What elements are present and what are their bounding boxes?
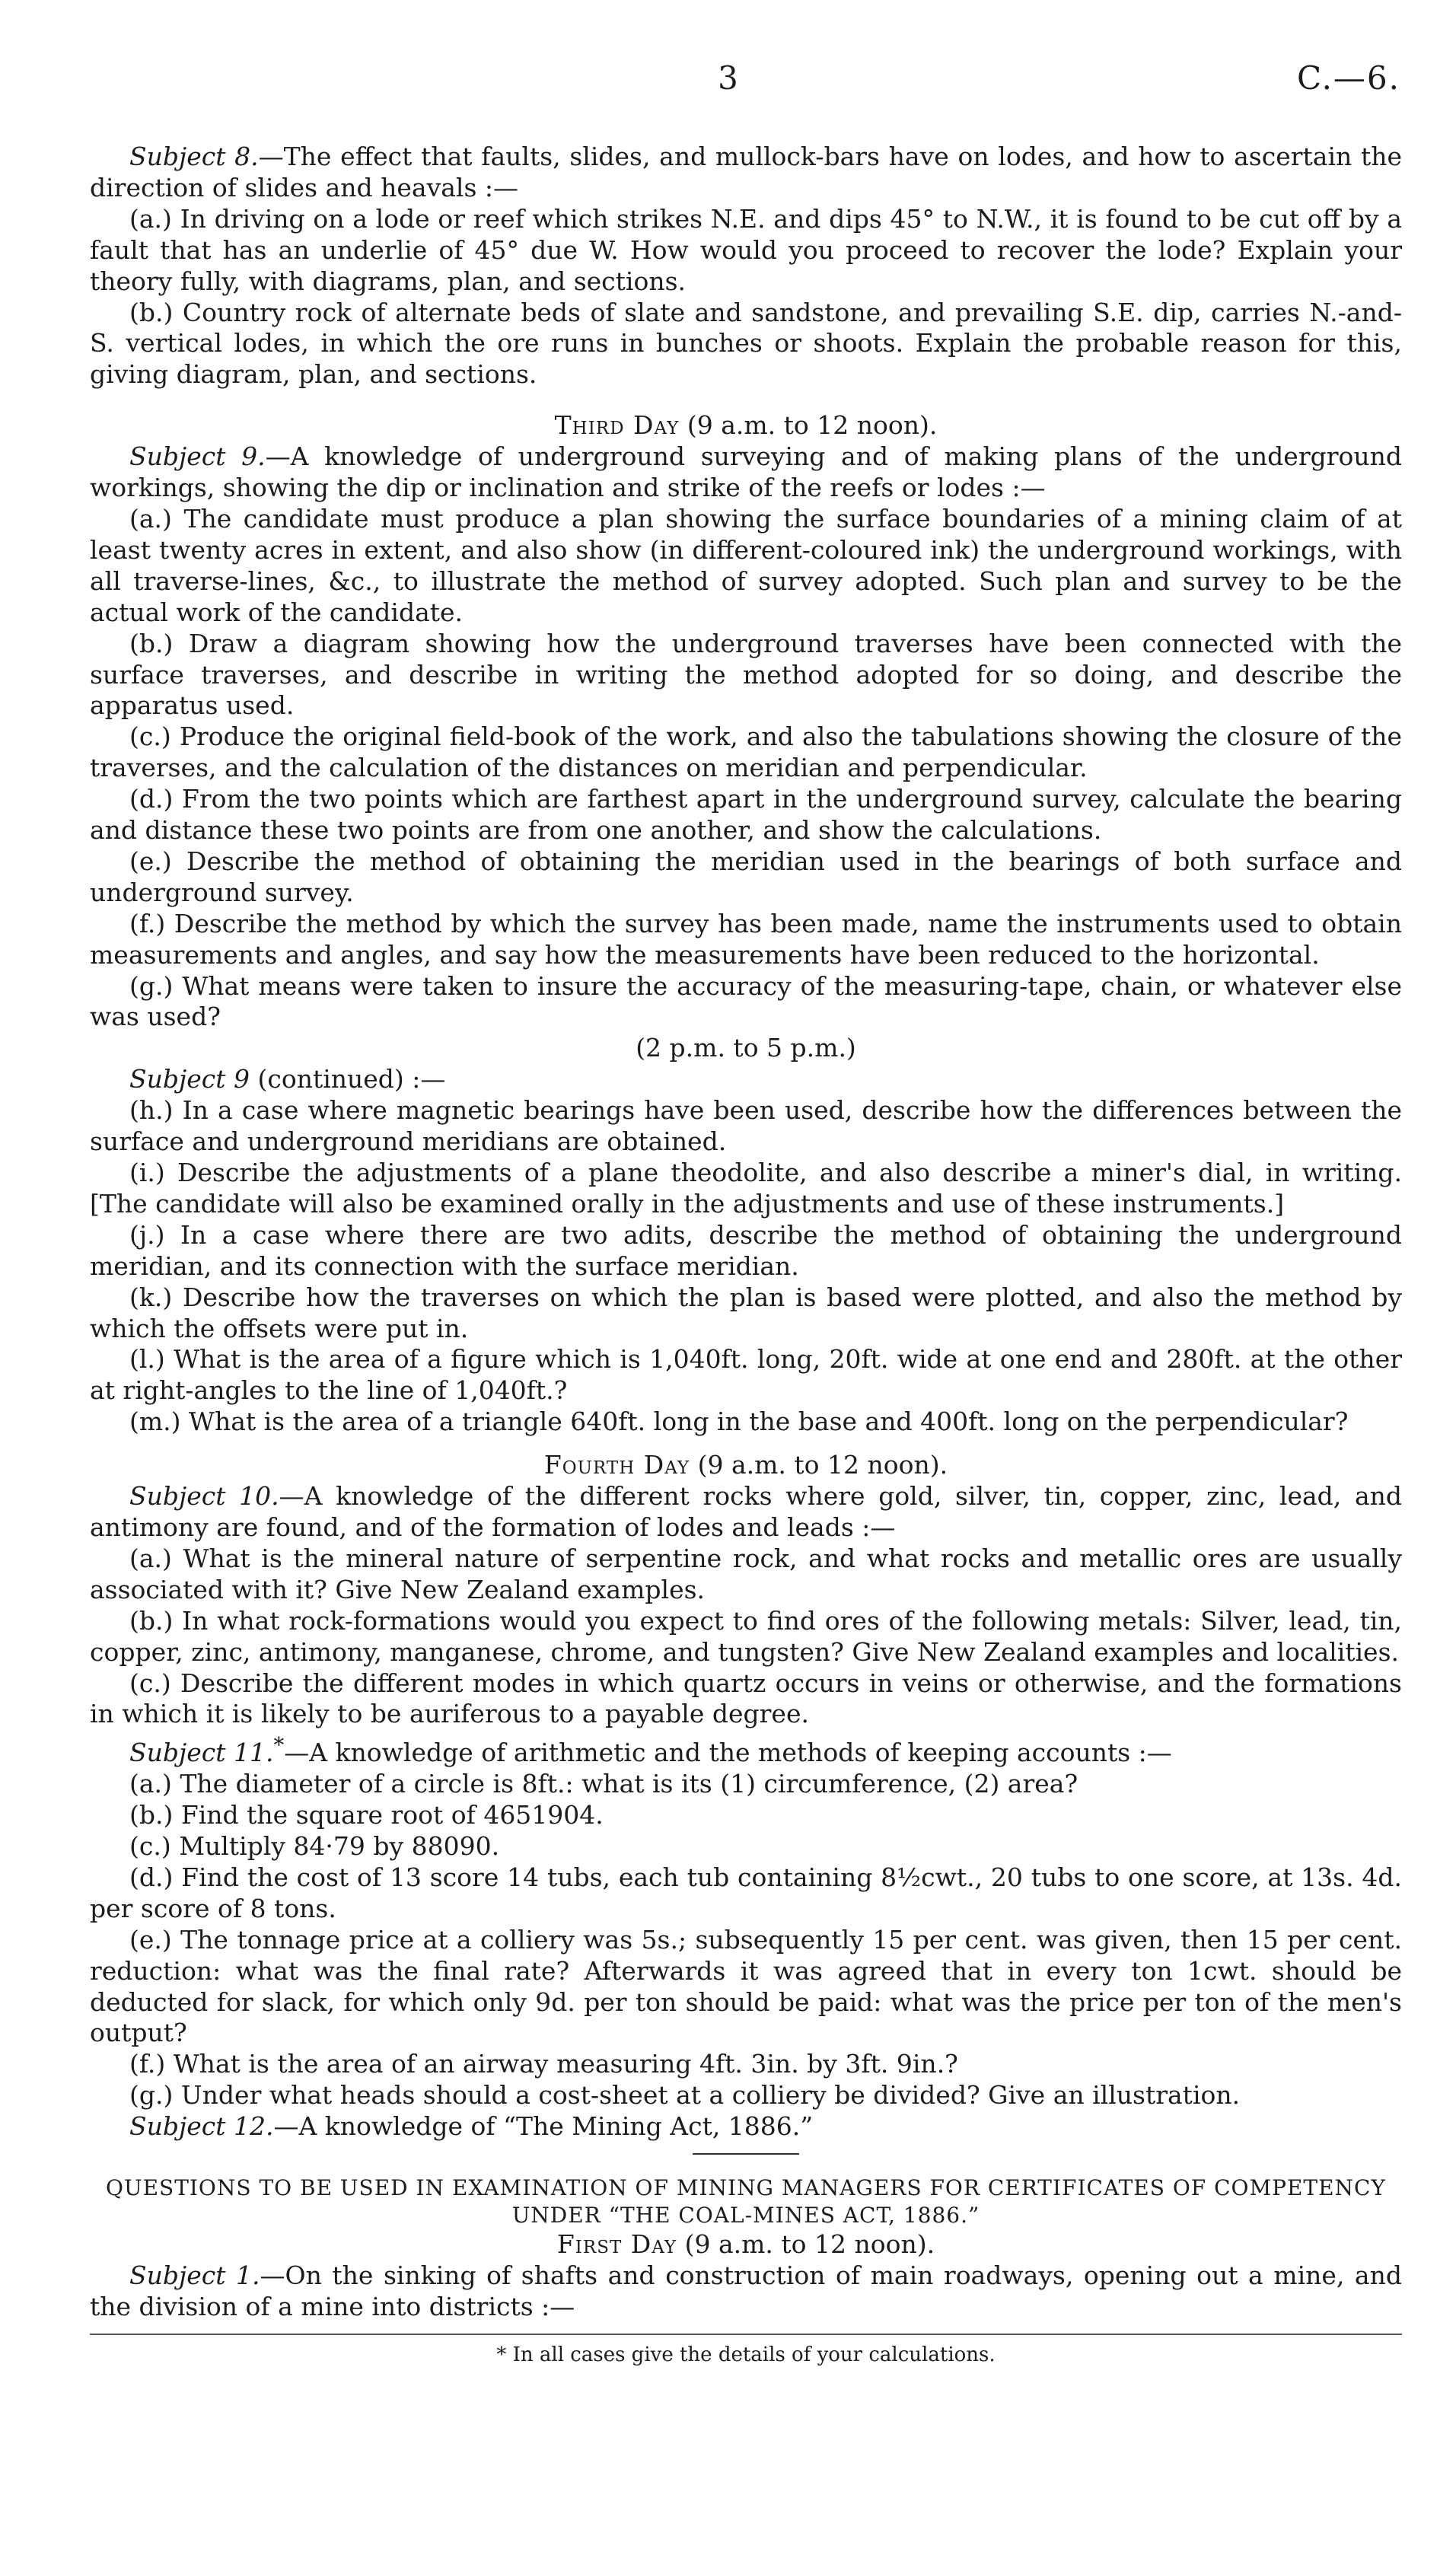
subject-11-item-d: (d.) Find the cost of 13 score 14 tubs, each tub containing 8½cwt., 20 tubs to one score, at 13s. 4d. per score of 8 tons. bbox=[90, 1862, 1402, 1923]
subject-9-item-f: (f.) Describe the method by which the survey has been made, name the instruments used to obtain measurements and angles, and say how the measurements have been reduced to the horizontal. bbox=[90, 908, 1402, 970]
subject-9-item-j: (j.) In a case where there are two adits, describe the method of obtaining the underground meridian, and its connection with the surface meridian. bbox=[90, 1219, 1402, 1281]
fourth-day-heading bbox=[90, 1450, 1402, 1481]
coal-subject-1-intro bbox=[90, 2260, 1402, 2323]
page-body bbox=[90, 142, 1402, 2367]
page-header bbox=[0, 59, 1456, 105]
fourth-day-time: (9 a.m. to 12 noon). bbox=[690, 1450, 948, 1480]
third-day-heading bbox=[90, 410, 1402, 441]
subject-9-continued bbox=[90, 1064, 1402, 1095]
subject-9-item-g: (g.) What means were taken to insure the accuracy of the measuring-tape, chain, or whatever else was used? bbox=[90, 970, 1402, 1032]
subject-9-item-a: (a.) The candidate must produce a plan showing the surface boundaries of a mining claim of at least twenty acres in extent, and also show (in different-coloured ink) the underground workings, with all traverse-lines, &c., to illustrate the method of survey adopted. Such plan and survey to be the actual work of the candidate. bbox=[90, 503, 1402, 627]
fourth-day-label: Fourth Day bbox=[543, 1450, 690, 1480]
subject-11-item-g: (g.) Under what heads should a cost-sheet at a colliery be divided? Give an illustration. bbox=[129, 2080, 1241, 2111]
subject-9-item-i: (i.) Describe the adjustments of a plane theodolite, and also describe a miner's dial, in writing. [The candidate will also be examined orally in the adjustments and use of these instruments.] bbox=[90, 1158, 1402, 1219]
third-day-time: (9 a.m. to 12 noon). bbox=[679, 410, 938, 441]
subject-10-text: —A knowledge of the different rocks where gold, silver, tin, copper, zinc, lead, and antimony are found, and of the formation of lodes and leads :— bbox=[90, 1481, 1402, 1542]
subject-9-item-h: (h.) In a case where magnetic bearings have been used, describe how the differences between the surface and underground meridians are obtained. bbox=[90, 1095, 1402, 1157]
subject-9-item-k: (k.) Describe how the traverses on which the plan is based were plotted, and also the method by which the offsets were put in. bbox=[90, 1282, 1402, 1343]
subject-11-intro bbox=[90, 1730, 1402, 1769]
coal-mines-questions-heading: QUESTIONS TO BE USED IN EXAMINATION OF MINING MANAGERS FOR CERTIFICATES OF COMPETENCY UNDER “THE COAL-MINES ACT, 1886.” bbox=[106, 2175, 1386, 2229]
subject-9-item-m: (m.) What is the area of a triangle 640ft. long in the base and 400ft. long on the perpendicular? bbox=[129, 1407, 1349, 1437]
afternoon-session-heading: (2 p.m. to 5 p.m.) bbox=[636, 1033, 856, 1063]
subject-10-intro bbox=[90, 1481, 1402, 1544]
subject-9-text: —A knowledge of underground surveying and of making plans of the underground workings, showing the dip or inclination and strike of the reefs or lodes :— bbox=[90, 441, 1402, 503]
coal-subject-1-text: —On the sinking of shafts and construction of main roadways, opening out a mine, and the division of a mine into districts :— bbox=[90, 2260, 1402, 2321]
footnote: * In all cases give the details of your calculations. bbox=[496, 2343, 996, 2366]
subject-10-item-a: (a.) What is the mineral nature of serpentine rock, and what rocks and metallic ores are usually associated with it? Give New Zealand examples. bbox=[90, 1543, 1402, 1604]
subject-9-item-d: (d.) From the two points which are farthest apart in the underground survey, calculate the bearing and distance these two points are from one another, and show the calculations. bbox=[90, 784, 1402, 846]
first-day-label: First Day bbox=[556, 2229, 677, 2260]
subject-11-text: —A knowledge of arithmetic and the methods of keeping accounts :— bbox=[284, 1738, 1172, 1768]
subject-11-item-b: (b.) Find the square root of 4651904. bbox=[129, 1800, 604, 1830]
subject-9-continued-label: Subject 9 bbox=[129, 1064, 250, 1094]
subject-8-label: Subject 8. bbox=[129, 142, 259, 171]
subject-11-item-a: (a.) The diameter of a circle is 8ft.: what is its (1) circumference, (2) area? bbox=[129, 1769, 1078, 1799]
subject-11-item-f: (f.) What is the area of an airway measuring 4ft. 3in. by 3ft. 9in.? bbox=[129, 2049, 958, 2079]
first-day-time: (9 a.m. to 12 noon). bbox=[677, 2229, 935, 2260]
footnote-marker: * bbox=[273, 1733, 285, 1758]
subject-9-item-c: (c.) Produce the original field-book of the work, and also the tabulations showing the closure of the traverses, and the calculation of the distances on meridian and perpendicular. bbox=[90, 722, 1402, 783]
subject-12-label: Subject 12. bbox=[129, 2111, 274, 2142]
subject-8-item-a: (a.) In driving on a lode or reef which strikes N.E. and dips 45° to N.W., it is found to be cut off by a fault that has an underlie of 45° due W. How would you proceed to recover the lode? Explain your theory fully, with diagrams, plan, and sections. bbox=[90, 203, 1402, 296]
subject-11-label: Subject 11. bbox=[129, 1738, 274, 1768]
subject-11-item-c: (c.) Multiply 84·79 by 88090. bbox=[129, 1831, 500, 1862]
footnote-rule bbox=[90, 2334, 1402, 2335]
subject-9-continued-text: (continued) :— bbox=[249, 1064, 446, 1094]
subject-9-intro bbox=[90, 441, 1402, 504]
subject-9-item-b: (b.) Draw a diagram showing how the underground traverses have been connected with the surface traverses, and describe in writing the method adopted for so doing, and describe the apparatus used. bbox=[90, 628, 1402, 721]
subject-9-item-e: (e.) Describe the method of obtaining the meridian used in the bearings of both surface and underground survey. bbox=[90, 846, 1402, 907]
subject-9-label: Subject 9. bbox=[129, 441, 266, 472]
subject-12-text: —A knowledge of “The Mining Act, 1886.” bbox=[273, 2111, 814, 2142]
subject-12-intro bbox=[90, 2111, 1402, 2142]
section-divider bbox=[693, 2153, 799, 2155]
page-number: 3 bbox=[718, 59, 738, 97]
subject-8-intro bbox=[90, 142, 1402, 204]
document-reference: C.—6. bbox=[1296, 59, 1400, 97]
coal-subject-1-label: Subject 1. bbox=[129, 2260, 260, 2290]
subject-8-text: —The effect that faults, slides, and mullock-bars have on lodes, and how to ascertain the direction of slides and heavals :— bbox=[90, 142, 1402, 202]
first-day-heading bbox=[90, 2229, 1402, 2260]
subject-10-item-c: (c.) Describe the different modes in which quartz occurs in veins or otherwise, and the formations in which it is likely to be auriferous to a payable degree. bbox=[90, 1668, 1402, 1729]
third-day-label: Third Day bbox=[554, 410, 680, 441]
subject-8-item-b: (b.) Country rock of alternate beds of slate and sandstone, and prevailing S.E. dip, carries N.-and-S. vertical lodes, in which the ore runs in bunches or shoots. Explain the probable reason for this, giving diagram, plan, and sections. bbox=[90, 297, 1402, 390]
subject-9-item-l: (l.) What is the area of a figure which is 1,040ft. long, 20ft. wide at one end and 280ft. at the other at right-angles to the line of 1,040ft.? bbox=[90, 1344, 1402, 1406]
subject-11-item-e: (e.) The tonnage price at a colliery was 5s.; subsequently 15 per cent. was given, then 15 per cent. reduction: what was the final rate? Afterwards it was agreed that in every ton 1cwt. should be deducted for slack, for which only 9d. per ton should be paid: what was the price per ton of the men's output? bbox=[90, 1924, 1402, 2048]
subject-10-label: Subject 10. bbox=[129, 1481, 279, 1512]
subject-10-item-b: (b.) In what rock-formations would you expect to find ores of the following metals: Silver, lead, tin, copper, zinc, antimony, manganese, chrome, and tungsten? Give New Zealand examples and localities. bbox=[90, 1605, 1402, 1667]
